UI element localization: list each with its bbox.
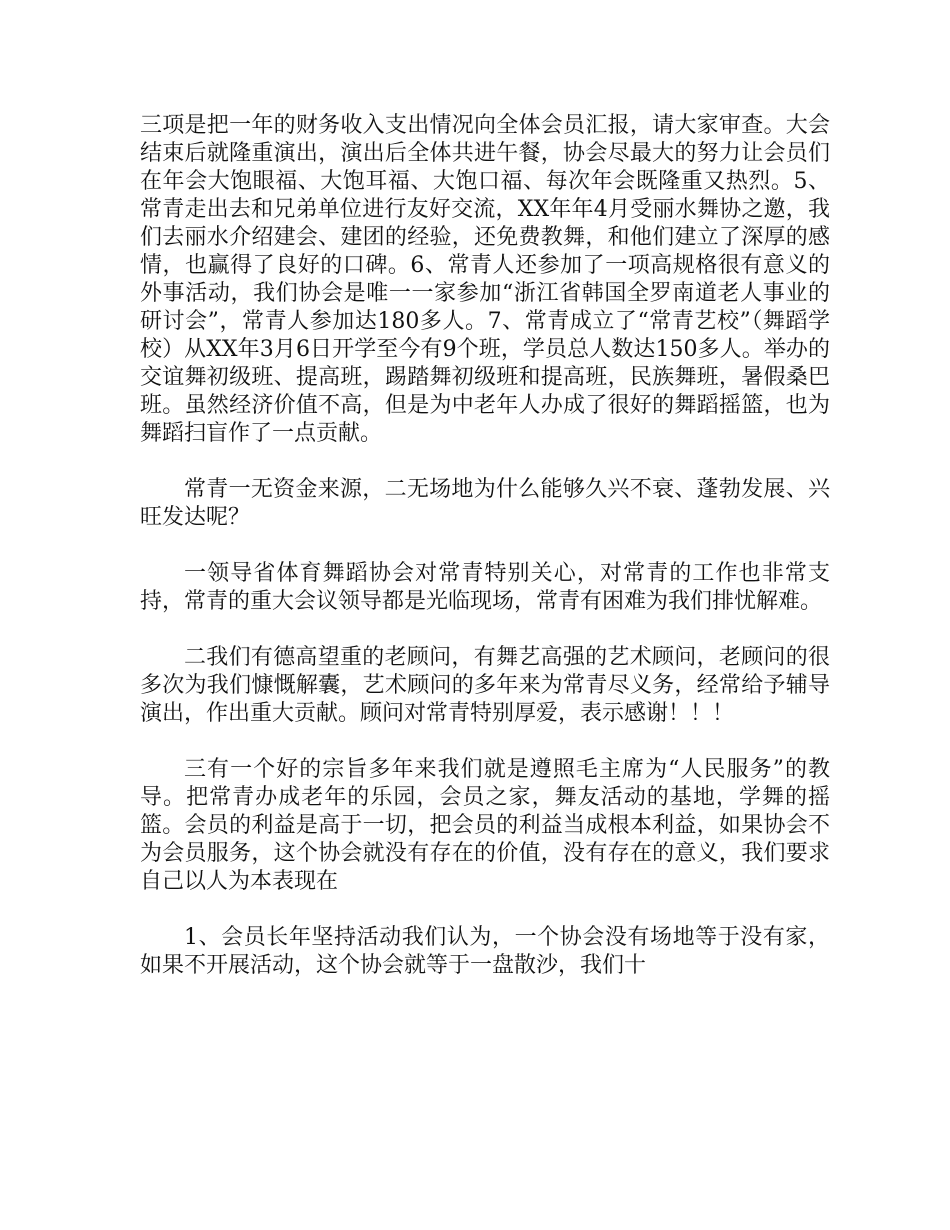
paragraph-purpose: 三有一个好的宗旨多年来我们就是遵照毛主席为“人民服务”的教导。把常青办成老年的乐园，会员之家，舞友活动的基地，学舞的摇篮。会员的利益是高于一切，把会员的利益当成根本利益，如果协会不为会员服务，这个协会就没有存在的价值，没有存在的意义，我们要求自己以人为本表现在 [140,757,830,894]
paragraph-activities: 1、会员长年坚持活动我们认为，一个协会没有场地等于没有家，如果不开展活动，这个协会就等于一盘散沙，我们十 [140,925,830,978]
paragraph-finance-report: 三项是把一年的财务收入支出情况向全体会员汇报，请大家审查。大会结束后就隆重演出，演出后全体共进午餐，协会尽最大的努力让会员们在年会大饱眼福、大饱耳福、大饱口福、每次年会既隆重又热烈。5、常青走出去和兄弟单位进行友好交流，XX年年4月受丽水舞协之邀，我们去丽水介绍建会、建团的经验，还免费教舞，和他们建立了深厚的感情，也赢得了良好的口碑。6、常青人还参加了一项高规格很有意义的外事活动，我们协会是唯一一家参加“浙江省韩国全罗南道老人事业的研讨会”，常青人参加达180多人。7、常青成立了“常青艺校”（舞蹈学校）从XX年3月6日开学至今有9个班，学员总人数达150多人。举办的交谊舞初级班、提高班，踢踏舞初级班和提高班，民族舞班，暑假桑巴班。虽然经济价值不高，但是为中老年人办成了很好的舞蹈摇篮，也为舞蹈扫盲作了一点贡献。 [140,113,830,446]
paragraph-leadership-support: 一领导省体育舞蹈协会对常青特别关心，对常青的工作也非常支持，常青的重大会议领导都是光临现场，常青有困难为我们排忧解难。 [140,561,830,614]
paragraph-question: 常青一无资金来源，二无场地为什么能够久兴不衰、蓬勃发展、兴旺发达呢？ [140,477,830,530]
paragraph-advisors: 二我们有德高望重的老顾问，有舞艺高强的艺术顾问，老顾问的很多次为我们慷慨解囊，艺术顾问的多年来为常青尽义务，经常给予辅导演出，作出重大贡献。顾问对常青特别厚爱，表示感谢！！！ [140,645,830,726]
document-body [140,112,830,1008]
